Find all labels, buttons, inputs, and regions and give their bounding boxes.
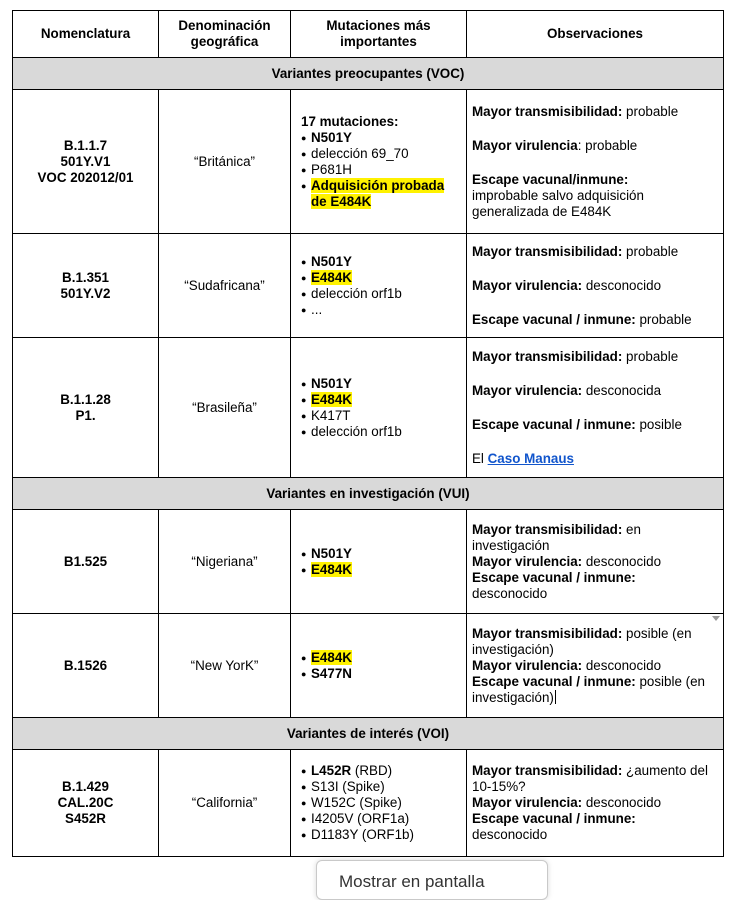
chevron-down-icon[interactable] bbox=[712, 616, 720, 621]
list-item: ● delección orf1b bbox=[301, 424, 461, 440]
table-row bbox=[13, 90, 724, 234]
nomenclatura-cell: B.1526 bbox=[13, 614, 159, 718]
observations-cell: Mayor transmisibilidad: en investigación Mayor virulencia: desconocido Escape vacunal / inmune: desconocido bbox=[467, 510, 724, 614]
section-voi-title: Variantes de interés (VOI) bbox=[13, 718, 724, 750]
list-item: ● N501Y bbox=[301, 376, 461, 392]
list-item: ● N501Y bbox=[301, 546, 461, 562]
list-item: ● P681H bbox=[301, 162, 461, 178]
table-row bbox=[13, 338, 724, 478]
nomenclatura-cell: B.1.1.7 501Y.V1 VOC 202012/01 bbox=[13, 90, 159, 234]
list-item: ● N501Y bbox=[301, 130, 461, 146]
observations-cell: Mayor transmisibilidad: probable Mayor virulencia: desconocida Escape vacunal / inmune: posible El Caso Manaus bbox=[467, 338, 724, 478]
mutations-cell bbox=[291, 90, 467, 234]
section-voc-title: Variantes preocupantes (VOC) bbox=[13, 58, 724, 90]
list-item: ● delección orf1b bbox=[301, 286, 461, 302]
header-observaciones: Observaciones bbox=[467, 11, 724, 58]
geo-cell: “Nigeriana” bbox=[159, 510, 291, 614]
mutations-cell bbox=[291, 750, 467, 857]
mutations-title: 17 mutaciones: bbox=[301, 113, 399, 129]
list-item: ● W152C (Spike) bbox=[301, 795, 461, 811]
observations-cell: Mayor transmisibilidad: probable Mayor virulencia: probable Escape vacunal/inmune: improbable salvo adquisición generalizada de E484K bbox=[467, 90, 724, 234]
mutations-cell bbox=[291, 338, 467, 478]
section-voi bbox=[13, 718, 724, 750]
section-vui bbox=[13, 478, 724, 510]
list-item: ● S13I (Spike) bbox=[301, 779, 461, 795]
nomenclatura-cell: B.1.1.28 P1. bbox=[13, 338, 159, 478]
list-item: ● I4205V (ORF1a) bbox=[301, 811, 461, 827]
list-item: ● S477N bbox=[301, 666, 461, 682]
header-nomenclatura: Nomenclatura bbox=[13, 11, 159, 58]
mutations-cell bbox=[291, 510, 467, 614]
nomenclatura-cell: B1.525 bbox=[13, 510, 159, 614]
list-item: ● E484K bbox=[301, 270, 461, 286]
mutations-cell bbox=[291, 614, 467, 718]
list-item: ● E484K bbox=[301, 650, 461, 666]
section-vui-title: Variantes en investigación (VUI) bbox=[13, 478, 724, 510]
section-voc bbox=[13, 58, 724, 90]
header-mutaciones: Mutaciones más importantes bbox=[291, 11, 467, 58]
list-item: ● ... bbox=[301, 302, 461, 318]
table-row bbox=[13, 614, 724, 718]
mutations-cell bbox=[291, 234, 467, 338]
observations-cell: Mayor transmisibilidad: probable Mayor virulencia: desconocido Escape vacunal / inmune: probable bbox=[467, 234, 724, 338]
list-item: ● E484K bbox=[301, 562, 461, 578]
table-row bbox=[13, 750, 724, 857]
list-item: ● D1183Y (ORF1b) bbox=[301, 827, 461, 843]
variants-table bbox=[12, 10, 724, 857]
observations-cell: Mayor transmisibilidad: ¿aumento del 10-15%? Mayor virulencia: desconocido Escape vacunal / inmune: desconocido bbox=[467, 750, 724, 857]
show-on-screen-button[interactable]: Mostrar en pantalla bbox=[316, 860, 548, 900]
table-row bbox=[13, 510, 724, 614]
list-item: ● delección 69_70 bbox=[301, 146, 461, 162]
text-cursor bbox=[555, 690, 556, 704]
geo-cell: “Británica” bbox=[159, 90, 291, 234]
list-item: ● L452R (RBD) bbox=[301, 763, 461, 779]
list-item: ● E484K bbox=[301, 392, 461, 408]
geo-cell: “Brasileña” bbox=[159, 338, 291, 478]
geo-cell: “California” bbox=[159, 750, 291, 857]
table-row bbox=[13, 234, 724, 338]
geo-cell: “Sudafricana” bbox=[159, 234, 291, 338]
caso-manaus-link[interactable]: Caso Manaus bbox=[487, 450, 574, 466]
nomenclatura-cell: B.1.351 501Y.V2 bbox=[13, 234, 159, 338]
header-row bbox=[13, 11, 724, 58]
list-item: ● N501Y bbox=[301, 254, 461, 270]
observations-cell[interactable]: Mayor transmisibilidad: posible (en investigación) Mayor virulencia: desconocido Escape vacunal / inmune: posible (en investigación) bbox=[467, 614, 724, 718]
list-item: ● Adquisición probada de E484K bbox=[301, 178, 461, 210]
geo-cell: “New YorK” bbox=[159, 614, 291, 718]
list-item: ● K417T bbox=[301, 408, 461, 424]
header-denominacion: Denominación geográfica bbox=[159, 11, 291, 58]
nomenclatura-cell: B.1.429 CAL.20C S452R bbox=[13, 750, 159, 857]
